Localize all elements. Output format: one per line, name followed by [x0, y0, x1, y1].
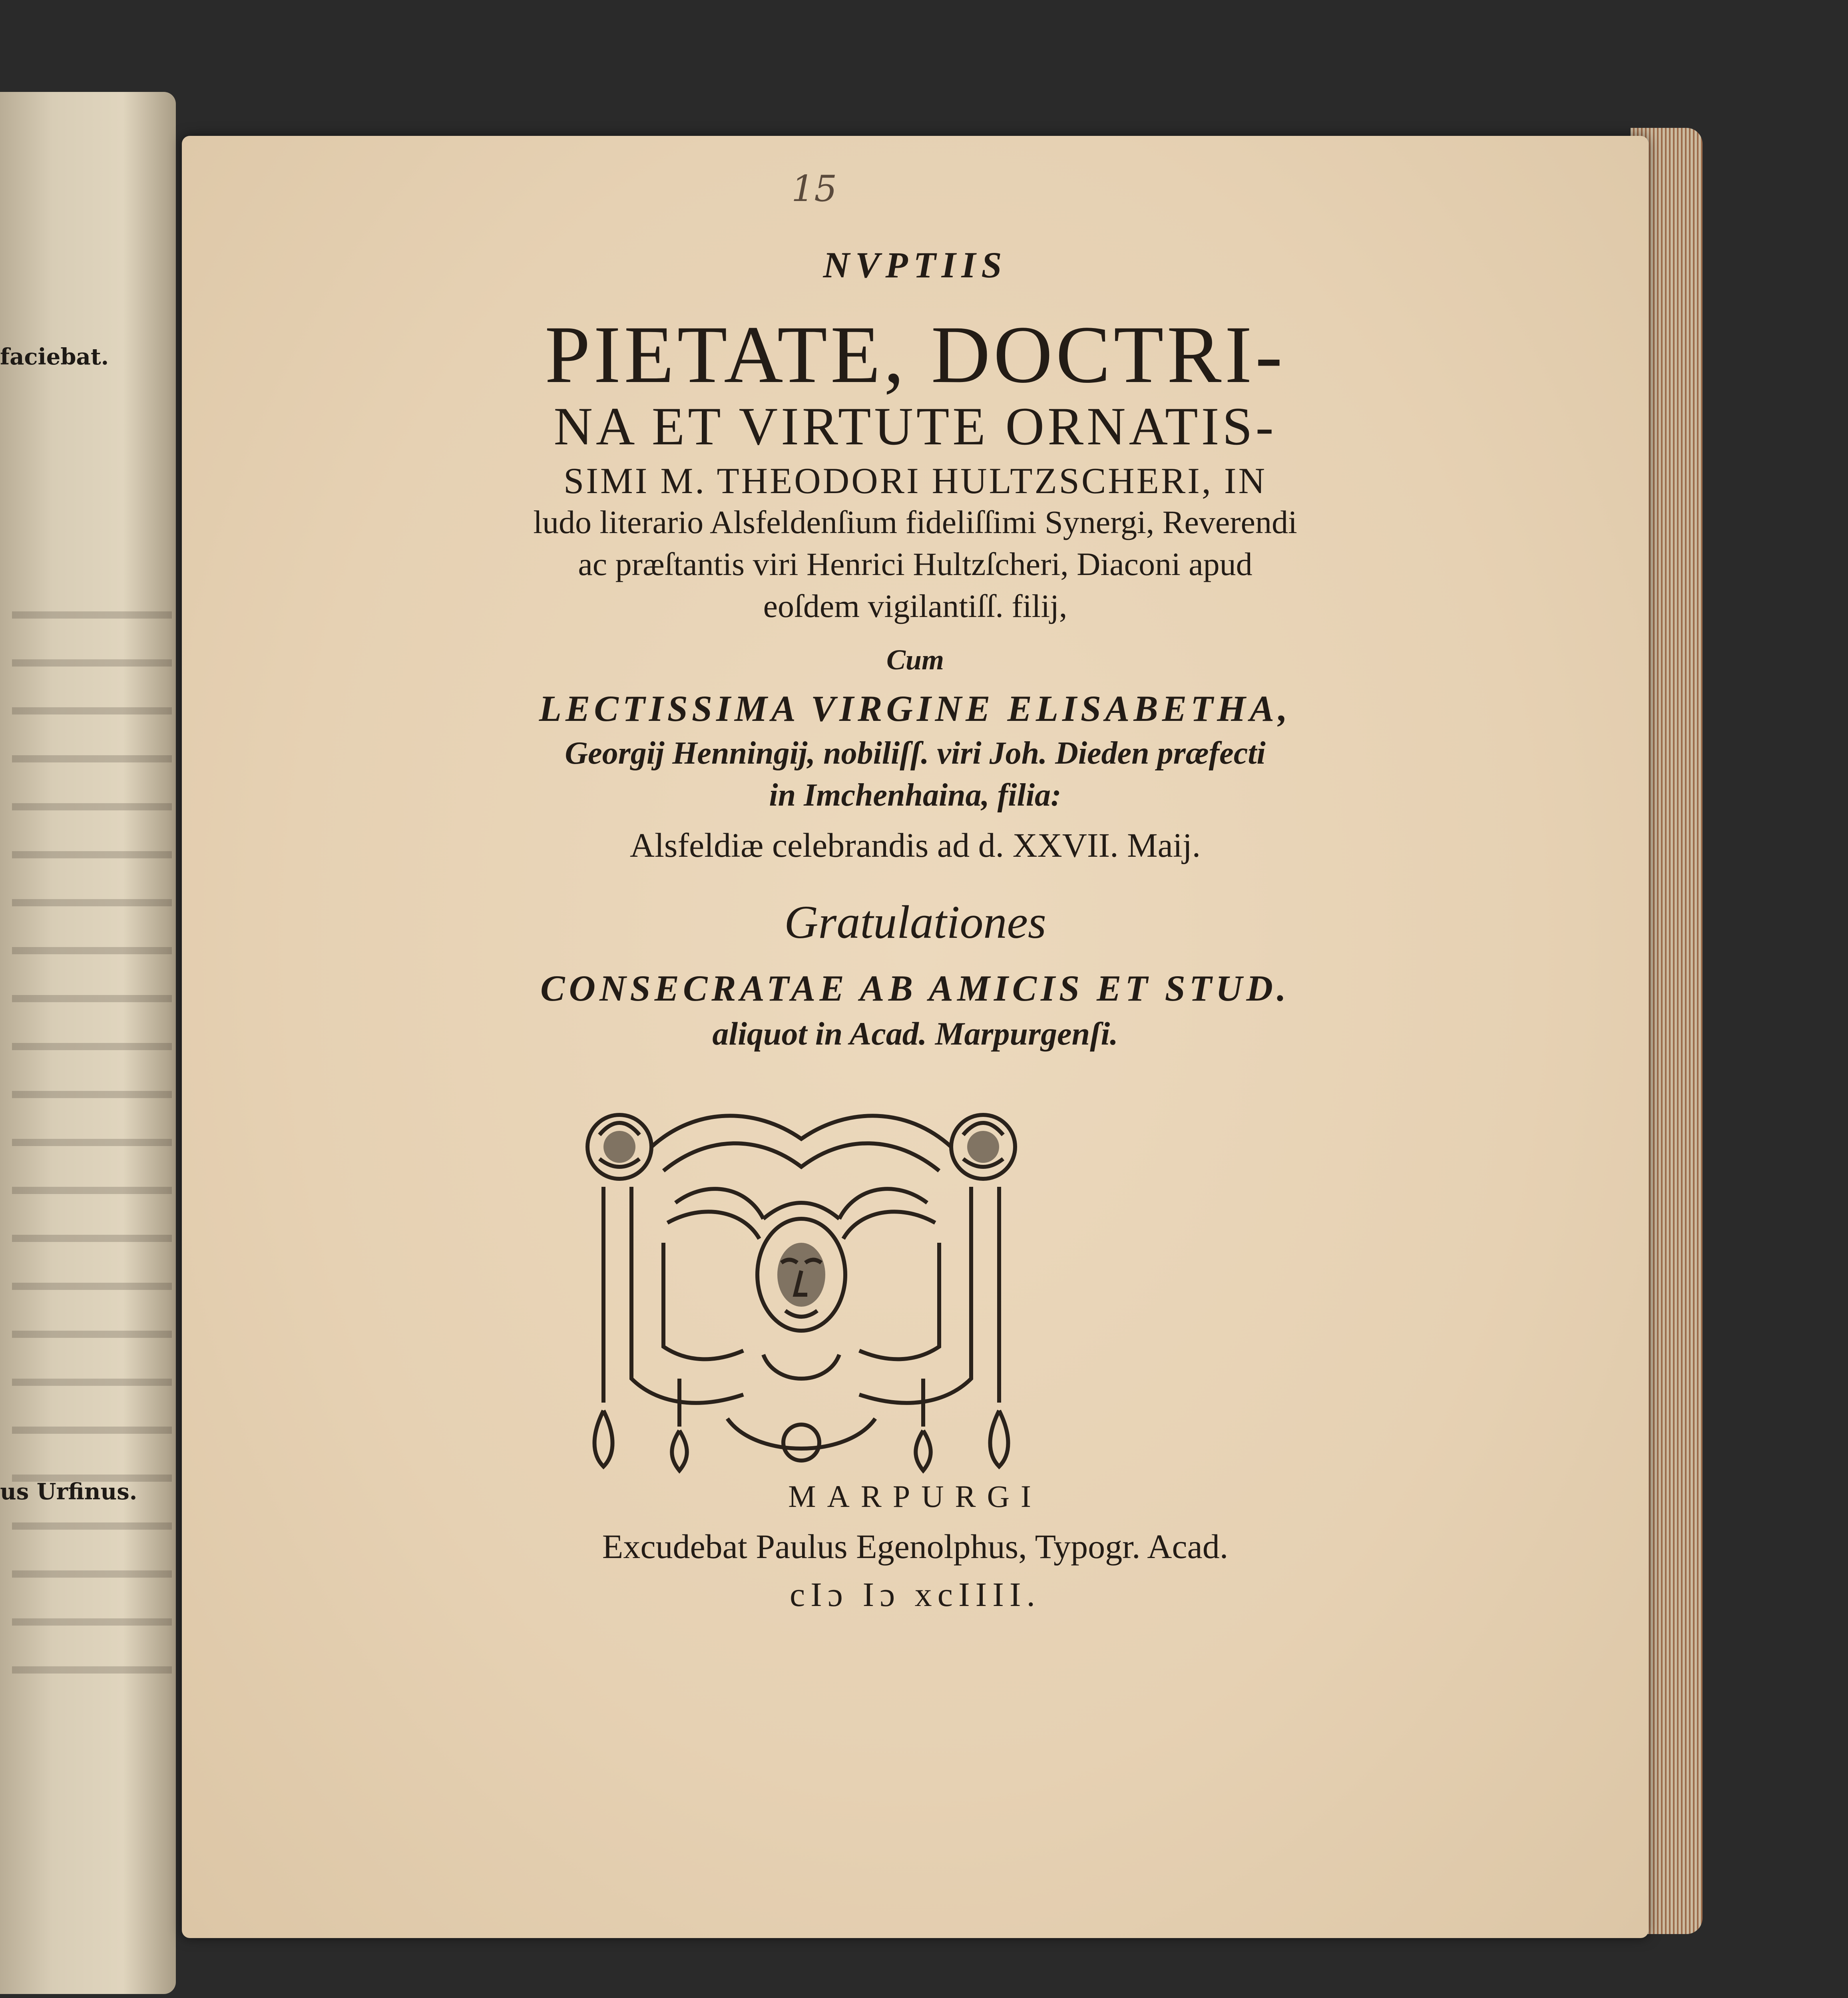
title-line-ludo: ludo literario Alsfeldenſium fideliſſimi Synergi, Reverendi [533, 504, 1297, 540]
left-page [0, 92, 176, 1994]
title-line-gratulationes: Gratulationes [784, 896, 1046, 948]
imprint-place: MARPURGI [788, 1479, 1042, 1514]
printers-device-ornament [576, 1099, 1027, 1479]
title-line-marpurgensi: aliquot in Acad. Marpurgenſi. [712, 1015, 1118, 1052]
title-line-georgij: Georgij Henningij, nobiliſſ. viri Joh. Dieden præfecti [565, 736, 1266, 771]
folio-mark: 15 [791, 168, 837, 210]
title-line-virtute: NA ET VIRTUTE ORNATIS- [554, 397, 1277, 456]
title-line-imchenhaina: in Imchenhaina, filia: [769, 778, 1061, 813]
title-line-theodori: SIMI M. THEODORI HULTZSCHERI, IN [564, 460, 1267, 501]
title-line-eosdem: eoſdem vigilantiſſ. filij, [763, 588, 1067, 624]
title-line-bride: LECTISSIMA VIRGINE ELISABETHA, [539, 688, 1292, 729]
title-line-consecratae: CONSECRATAE AB AMICIS ET STUD. [540, 968, 1290, 1009]
title-line-cum: Cum [886, 644, 944, 676]
left-page-fragment-bottom: us Urfinus. [0, 1479, 137, 1505]
left-page-fragment-top: faciebat. [0, 344, 109, 370]
title-line-nuptiis: NVPTIIS [823, 245, 1008, 285]
left-page-bleed-text [12, 611, 172, 1714]
imprint-printer: Excudebat Paulus Egenolphus, Typogr. Acad. [602, 1527, 1229, 1566]
title-line-henrici: ac præſtantis viri Henrici Hultzſcheri, Diaconi apud [578, 546, 1253, 582]
title-line-pietate: PIETATE, DOCTRI- [545, 309, 1286, 400]
imprint-year: cIɔ Iɔ xcIIII. [789, 1575, 1041, 1614]
title-page [182, 136, 1649, 1938]
title-line-date: Alsfeldiæ celebrandis ad d. XXVII. Maij. [629, 826, 1201, 864]
